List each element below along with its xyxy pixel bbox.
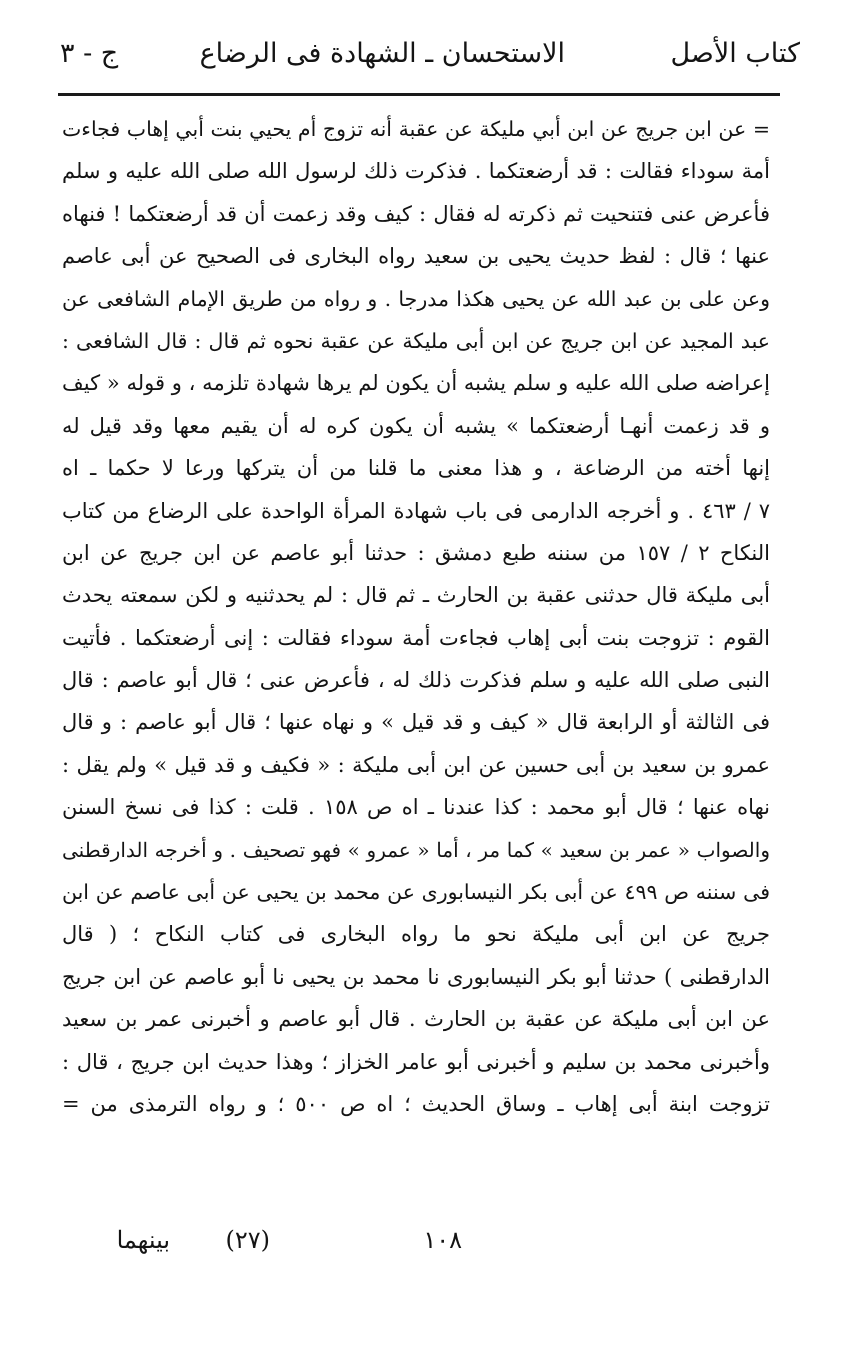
text-line: عن ابن أبى مليكة عن عقبة بن الحارث . قال أبو عاصم و أخبرنى عمر بن سعيد (62, 1007, 770, 1032)
text-line: تزوجت ابنة أبى إهاب ـ وساق الحديث ؛ اه ص ٥٠٠ ؛ و رواه الترمذى من = (62, 1091, 770, 1116)
text-line: فى سننه ص ٤٩٩ عن أبى بكر النيسابورى عن محمد بن يحيى عن أبى عاصم عن ابن (62, 880, 770, 905)
text-line: ٧ / ٤٦٣ . و أخرجه الدارمى فى باب شهادة المرأة الواحدة على الرضاع من كتاب (62, 498, 770, 523)
page-footer (80, 1222, 780, 1262)
volume-number: ج - ٣ (60, 38, 119, 69)
text-line: النكاح ٢ / ١٥٧ من سننه طبع دمشق : حدثنا أبو عاصم عن ابن جريج عن ابن (62, 540, 770, 565)
text-line: والصواب « عمر بن سعيد » كما مر ، أما « عمرو » فهو تصحيف . و أخرجه الدارقطنى (62, 837, 770, 862)
text-line: عبد المجيد عن ابن جريج عن ابن أبى مليكة عن عقبة نحوه ثم قال : قال الشافعى : (62, 328, 770, 353)
chapter-title: الاستحسان ـ الشهادة فى الرضاع (199, 38, 565, 69)
header-rule (58, 93, 780, 96)
text-line: و قد زعمت أنهـا أرضعتكما » يشبه أن يكون كره له أن يقيم معها وقد قيل له (62, 413, 770, 438)
text-line: إنها أخته من الرضاعة ، و هذا معنى ما قلنا من أن يتركها ورعا لا حكما ـ اه (62, 456, 770, 481)
catchword: بينهما (116, 1226, 170, 1254)
book-title: كتاب الأصل (670, 38, 800, 69)
text-line: النبى صلى الله عليه و سلم فذكرت ذلك له ، فأعرض عنى ؛ قال أبو عاصم : قال (62, 668, 770, 693)
signature-mark: (٢٧) (225, 1226, 270, 1254)
page-number: ١٠٨ (423, 1226, 462, 1254)
text-line: عنها ؛ قال : لفظ حديث يحيى بن سعيد رواه البخارى فى الصحيح عن أبى عاصم (62, 244, 770, 269)
text-line: عمرو بن سعيد بن أبى حسين عن ابن أبى مليكة : « فكيف و قد قيل » ولم يقل : (62, 752, 770, 777)
text-line: الدارقطنى ) حدثنا أبو بكر النيسابورى نا محمد بن يحيى نا أبو عاصم عن ابن جريج (62, 964, 770, 989)
text-line: أبى مليكة قال حدثنى عقبة بن الحارث ـ ثم قال : لم يحدثنيه و لكن سمعته يحدث (62, 583, 770, 608)
text-line: إعراضه صلى الله عليه و سلم يشبه أن يكون لم يرها شهادة تلزمه ، و قوله « كيف (62, 371, 770, 396)
text-line: فأعرض عنى فتنحيت ثم ذكرته له فقال : كيف وقد زعمت أن قد أرضعتكما ! فنهاه (62, 201, 770, 226)
text-line: = عن ابن جريج عن ابن أبي مليكة عن عقبة أنه تزوج أم يحيي بنت أبي إهاب فجاءت (62, 117, 770, 141)
text-line: فى الثالثة أو الرابعة قال « كيف و قد قيل » و نهاه عنها ؛ قال أبو عاصم : و قال (62, 710, 770, 735)
text-line: نهاه عنها ؛ قال أبو محمد : كذا عندنا ـ اه ص ١٥٨ . قلت : كذا فى نسخ السنن (62, 795, 770, 820)
text-line: وعن على بن عبد الله عن يحيى هكذا مدرجا . و رواه من طريق الإمام الشافعى عن (62, 286, 770, 311)
text-line: جريج عن ابن أبى مليكة نحو ما رواه البخارى فى كتاب النكاح ؛ ( قال (62, 922, 770, 947)
footnote-text (62, 108, 770, 1125)
running-header (60, 28, 800, 88)
text-line: أمة سوداء فقالت : قد أرضعتكما . فذكرت ذلك لرسول الله صلى الله عليه و سلم (62, 159, 770, 184)
text-line: القوم : تزوجت بنت أبى إهاب فجاءت أمة سوداء فقالت : إنى أرضعتكما . فأتيت (62, 625, 770, 650)
text-line: وأخبرنى محمد بن سليم و أخبرنى أبو عامر الخزاز ؛ وهذا حديث ابن جريج ، قال : (62, 1049, 770, 1074)
